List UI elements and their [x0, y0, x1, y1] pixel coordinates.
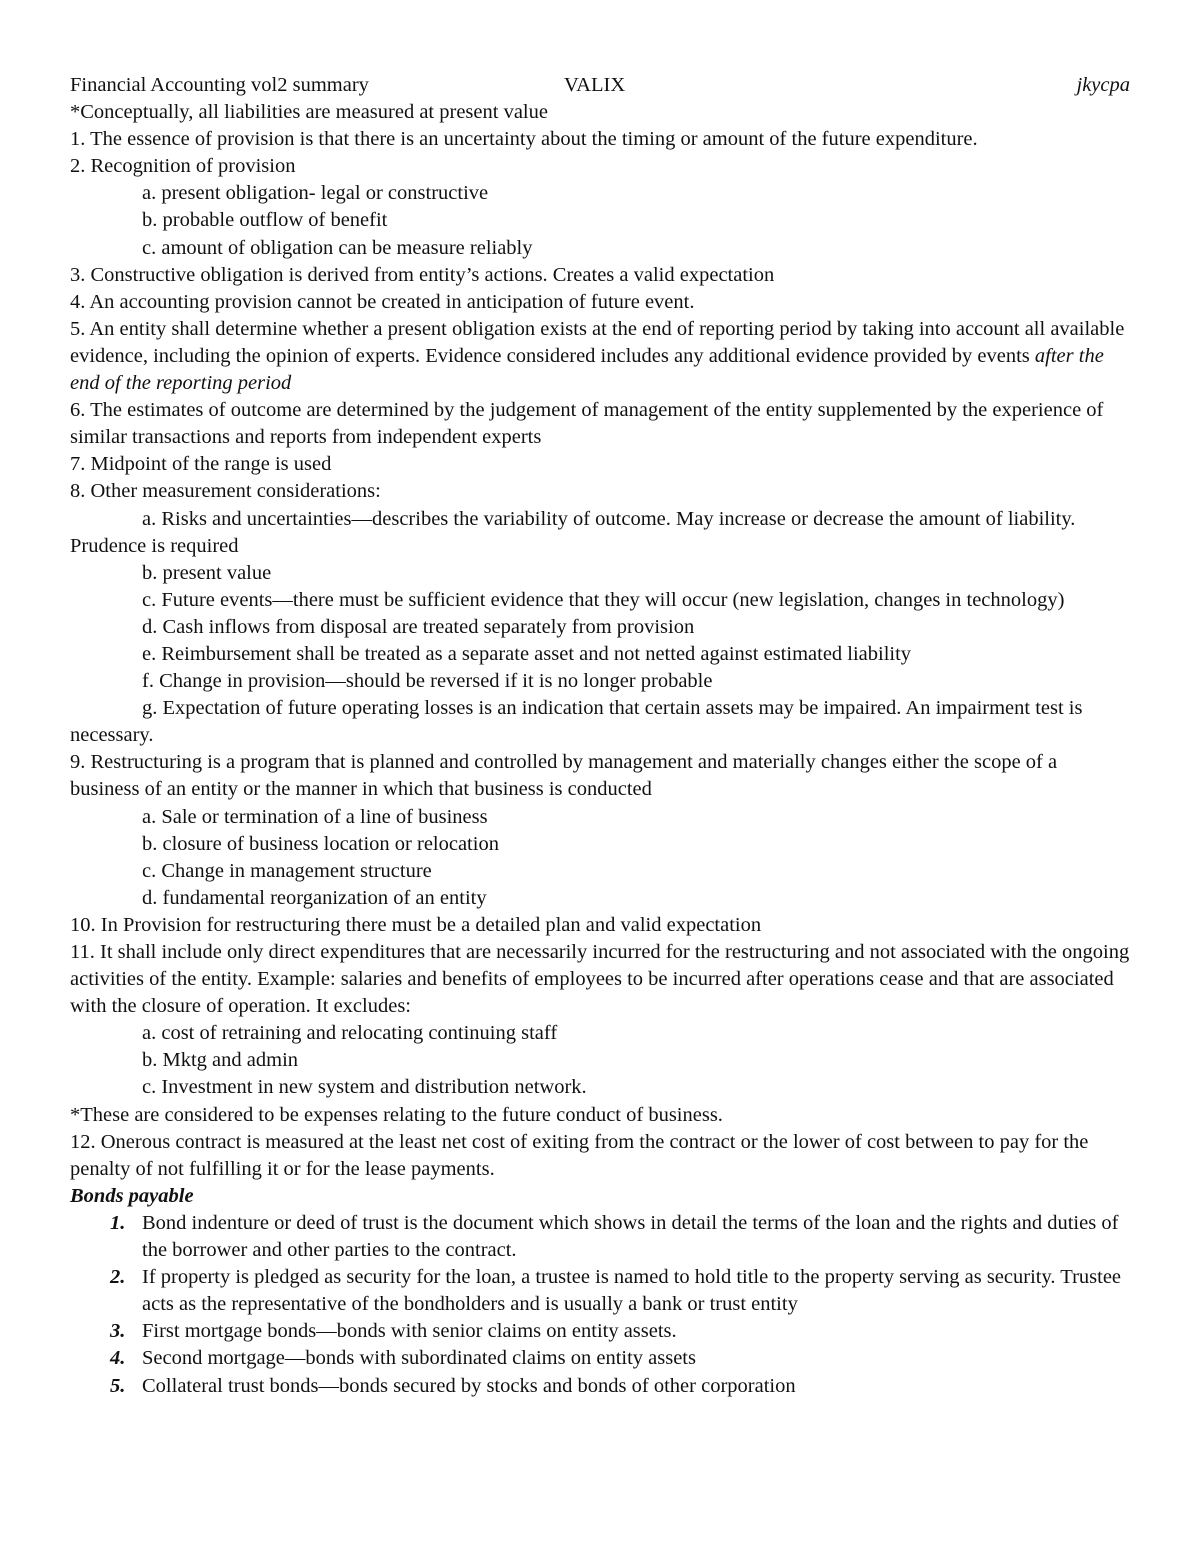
bond-item-text: If property is pledged as security for the loan, a trustee is named to hold title to the property serving as security. Trustee acts as the representative of the bondholders and is usually a bank or trust entity	[142, 1266, 1122, 1316]
bond-item-number: 1.	[110, 1211, 126, 1234]
item-9-a: a. Sale or termination of a line of business	[142, 805, 488, 828]
item-2-c: c. amount of obligation can be measure reliably	[142, 236, 533, 259]
bonds-list-item	[70, 1210, 1130, 1264]
item-6: 6. The estimates of outcome are determined by the judgement of management of the entity supplemented by the experience of similar transactions and reports from independent experts	[70, 399, 1104, 449]
item-9-d: d. fundamental reorganization of an entity	[142, 886, 487, 909]
bond-item-number: 2.	[110, 1266, 126, 1289]
intro-note: *Conceptually, all liabilities are measured at present value	[70, 101, 548, 124]
bond-item-number: 5.	[110, 1374, 126, 1397]
bond-item-number: 4.	[110, 1347, 126, 1370]
item-5-text: 5. An entity shall determine whether a present obligation exists at the end of reporting period by taking into account all available evidence, including the opinion of experts. Evidence considered includes any additional evidence provided by events	[70, 317, 1125, 367]
item-8-c: c. Future events—there must be sufficient evidence that they will occur (new legislation, changes in technology)	[142, 588, 1065, 611]
bond-item-text: First mortgage bonds—bonds with senior claims on entity assets.	[142, 1320, 677, 1343]
item-11-c: c. Investment in new system and distribution network.	[142, 1076, 587, 1099]
item-9-b: b. closure of business location or relocation	[142, 832, 499, 855]
bond-item-text: Second mortgage—bonds with subordinated claims on entity assets	[142, 1347, 696, 1370]
item-8-f: f. Change in provision—should be reversed if it is no longer probable	[142, 670, 713, 693]
item-8-e: e. Reimbursement shall be treated as a separate asset and not netted against estimated liability	[142, 642, 912, 665]
header-title: Financial Accounting vol2 summary	[70, 74, 369, 96]
bond-item-number: 3.	[110, 1320, 126, 1343]
item-12: 12. Onerous contract is measured at the least net cost of exiting from the contract or the lower of cost between to pay for the penalty of not fulfilling it or for the lease payments.	[70, 1130, 1089, 1180]
bonds-list-item	[70, 1264, 1130, 1318]
item-8: 8. Other measurement considerations:	[70, 480, 381, 503]
header-signature: jkycpa	[1076, 74, 1130, 96]
item-10: 10. In Provision for restructuring there must be a detailed plan and valid expectation	[70, 913, 762, 936]
item-2-a: a. present obligation- legal or constructive	[142, 182, 489, 205]
item-8-g: g. Expectation of future operating losses is an indication that certain assets may be impaired. An impairment test is necessary.	[70, 697, 1083, 747]
item-9: 9. Restructuring is a program that is planned and controlled by management and materially changes either the scope of a business of an entity or the manner in which that business is conducted	[70, 751, 1058, 801]
item-2-b: b. probable outflow of benefit	[142, 209, 388, 232]
item-3: 3. Constructive obligation is derived from entity’s actions. Creates a valid expectation	[70, 263, 775, 286]
item-11-a: a. cost of retraining and relocating continuing staff	[142, 1022, 558, 1045]
item-2: 2. Recognition of provision	[70, 155, 296, 178]
expenses-note: *These are considered to be expenses relating to the future conduct of business.	[70, 1103, 723, 1126]
bonds-list-item	[70, 1373, 1130, 1400]
item-8-b: b. present value	[142, 561, 272, 584]
bond-item-text: Bond indenture or deed of trust is the document which shows in detail the terms of the loan and the rights and duties of the borrower and other parties to the contract.	[142, 1211, 1119, 1262]
item-8-a: a. Risks and uncertainties—describes the variability of outcome. May increase or decrease the amount of liability. Prudence is required	[70, 507, 1076, 557]
bond-item-text: Collateral trust bonds—bonds secured by stocks and bonds of other corporation	[142, 1374, 796, 1397]
item-11: 11. It shall include only direct expenditures that are necessarily incurred for the restructuring and not associated with the ongoing activities of the entity. Example: salaries and benefits of employees to be incurred after operations cease and that are associated with the closure of operation. It excludes:	[70, 941, 1130, 1018]
bonds-payable-heading: Bonds payable	[70, 1184, 194, 1207]
header-author: VALIX	[564, 74, 626, 96]
item-5	[70, 316, 1130, 397]
item-8-d: d. Cash inflows from disposal are treated separately from provision	[142, 615, 695, 638]
item-11-b: b. Mktg and admin	[142, 1049, 299, 1072]
item-9-c: c. Change in management structure	[142, 859, 432, 882]
bonds-list-item	[70, 1318, 1130, 1345]
page-header	[70, 72, 1130, 99]
bonds-list-item	[70, 1345, 1130, 1372]
item-7: 7. Midpoint of the range is used	[70, 453, 332, 476]
item-5-emphasis: after the end of the reporting period	[70, 344, 1104, 395]
item-4: 4. An accounting provision cannot be created in anticipation of future event.	[70, 290, 695, 313]
bonds-list	[70, 1210, 1130, 1400]
item-1: 1. The essence of provision is that there is an uncertainty about the timing or amount of the future expenditure.	[70, 128, 978, 151]
